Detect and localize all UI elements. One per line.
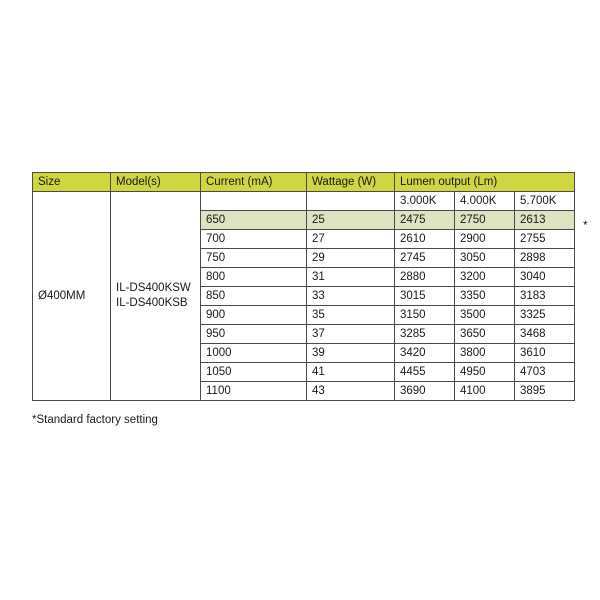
cell-lumen-5700k: 4703 [515,363,575,382]
footnote-text: *Standard factory setting [32,414,158,426]
header-wattage: Wattage (W) [307,173,395,192]
cell-lumen-3000k: 2610 [395,230,455,249]
cell-lumen-4000k: 3500 [455,306,515,325]
cell-lumen-5700k: 2755 [515,230,575,249]
standard-setting-asterisk: * [583,218,588,232]
cell-lumen-4000k: 3800 [455,344,515,363]
subheader-cct-5700k: 5.700K [515,192,575,211]
subheader-blank-current [201,192,307,211]
specification-table [32,172,575,401]
cell-current: 750 [201,249,307,268]
cell-current: 950 [201,325,307,344]
header-models: Model(s) [111,173,201,192]
cell-models-value [111,192,201,401]
cell-wattage: 37 [307,325,395,344]
cell-wattage: 29 [307,249,395,268]
cell-lumen-5700k: 3468 [515,325,575,344]
cell-wattage: 31 [307,268,395,287]
cell-wattage: 41 [307,363,395,382]
cell-lumen-3000k: 4455 [395,363,455,382]
cell-current: 1100 [201,382,307,401]
cell-lumen-5700k: 3325 [515,306,575,325]
model-name-2: IL-DS400KSB [116,297,188,309]
cell-wattage: 39 [307,344,395,363]
cell-size-value: Ø400MM [33,192,111,401]
subheader-cct-4000k: 4.000K [455,192,515,211]
cell-wattage: 25 [307,211,395,230]
cell-current: 650 [201,211,307,230]
cell-lumen-3000k: 2745 [395,249,455,268]
cell-lumen-3000k: 2880 [395,268,455,287]
cell-lumen-3000k: 3285 [395,325,455,344]
cell-lumen-4000k: 3050 [455,249,515,268]
cell-lumen-5700k: 2898 [515,249,575,268]
cell-lumen-4000k: 2750 [455,211,515,230]
cell-lumen-4000k: 2900 [455,230,515,249]
cell-current: 1000 [201,344,307,363]
cell-wattage: 43 [307,382,395,401]
cell-lumen-3000k: 2475 [395,211,455,230]
cell-lumen-4000k: 3650 [455,325,515,344]
cell-lumen-5700k: 2613 [515,211,575,230]
header-current: Current (mA) [201,173,307,192]
cell-wattage: 33 [307,287,395,306]
cell-lumen-4000k: 4950 [455,363,515,382]
header-size: Size [33,173,111,192]
header-lumen-output: Lumen output (Lm) [395,173,575,192]
cell-current: 700 [201,230,307,249]
cell-current: 850 [201,287,307,306]
cell-lumen-3000k: 3690 [395,382,455,401]
cell-lumen-5700k: 3610 [515,344,575,363]
cell-current: 900 [201,306,307,325]
cell-current: 1050 [201,363,307,382]
cell-lumen-3000k: 3420 [395,344,455,363]
subheader-cct-3000k: 3.000K [395,192,455,211]
subheader-blank-wattage [307,192,395,211]
specification-table-container [32,172,575,401]
cell-lumen-3000k: 3150 [395,306,455,325]
cell-current: 800 [201,268,307,287]
table-header-row [33,173,575,192]
cell-lumen-4000k: 3200 [455,268,515,287]
cell-lumen-4000k: 3350 [455,287,515,306]
cell-lumen-5700k: 3895 [515,382,575,401]
cell-wattage: 27 [307,230,395,249]
cell-wattage: 35 [307,306,395,325]
cell-lumen-4000k: 4100 [455,382,515,401]
cell-lumen-3000k: 3015 [395,287,455,306]
cell-lumen-5700k: 3183 [515,287,575,306]
model-name-1: IL-DS400KSW [116,282,191,294]
table-subheader-row [33,192,575,211]
cell-lumen-5700k: 3040 [515,268,575,287]
